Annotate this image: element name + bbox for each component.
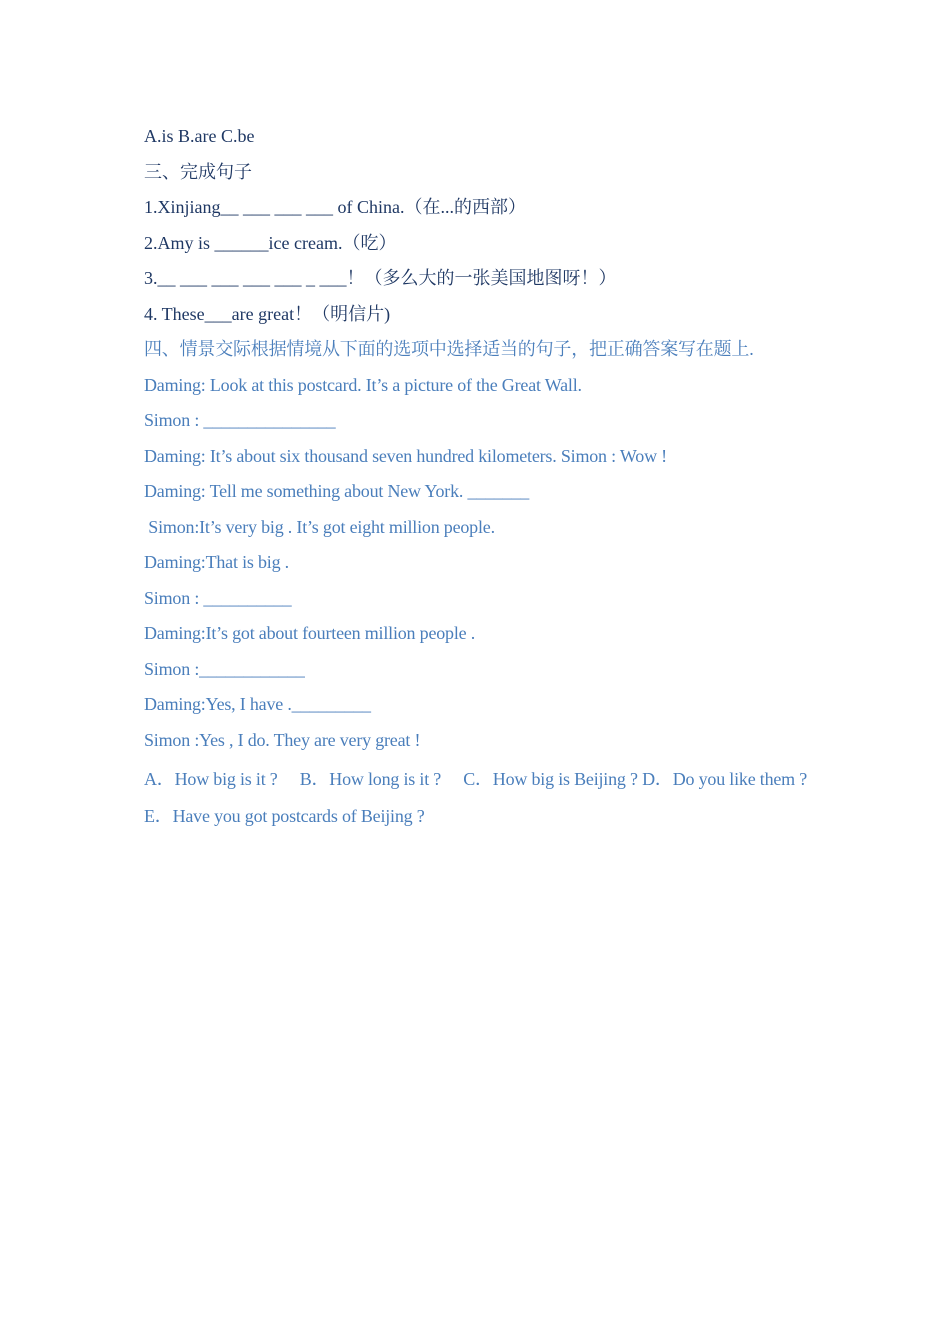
question-2: 2.Amy is ______ice cream.（吃） bbox=[144, 232, 397, 253]
section-heading-complete-sentences: 三、完成句子 bbox=[144, 161, 252, 182]
choice-options-line: A.is B.are C.be bbox=[144, 126, 255, 146]
dialogue-line: Daming: Tell me something about New York. _______ bbox=[144, 481, 530, 501]
question-3: 3.__ ___ ___ ___ ___ _ ___！（多么大的一张美国地图呀！） bbox=[144, 268, 617, 288]
question-1: 1.Xinjiang__ ___ ___ ___ of China.（在...的西部） bbox=[144, 197, 526, 217]
dialogue-line: Daming:Yes, I have ._________ bbox=[144, 694, 371, 714]
question-4: 4. These___are great！（明信片) bbox=[144, 303, 391, 324]
dialogue-line: Simon:It’s very big . It’s got eight million people. bbox=[144, 516, 495, 537]
dialogue-line: Simon :Yes , I do. They are very great ! bbox=[144, 729, 421, 750]
dialogue-line: Simon : __________ bbox=[144, 587, 292, 608]
dialogue-line: Simon : _______________ bbox=[144, 410, 336, 430]
dialogue-line: Simon :____________ bbox=[144, 658, 305, 679]
dialogue-line: Daming: It’s about six thousand seven hundred kilometers. Simon : Wow ! bbox=[144, 445, 667, 466]
dialogue-line: Daming: Look at this postcard. It’s a picture of the Great Wall. bbox=[144, 374, 582, 395]
answer-options: A．How big is it ? B．How long is it ? C．How big is Beijing ? D．Do you like them ? E．Have you got postcards of Beijing ? bbox=[144, 769, 830, 826]
dialogue-line: Daming:That is big . bbox=[144, 552, 289, 572]
document-page bbox=[144, 122, 830, 835]
section-heading-dialogue: 四、情景交际根据情境从下面的选项中选择适当的句子，把正确答案写在题上. bbox=[144, 339, 754, 359]
dialogue-line: Daming:It’s got about fourteen million people . bbox=[144, 623, 476, 643]
